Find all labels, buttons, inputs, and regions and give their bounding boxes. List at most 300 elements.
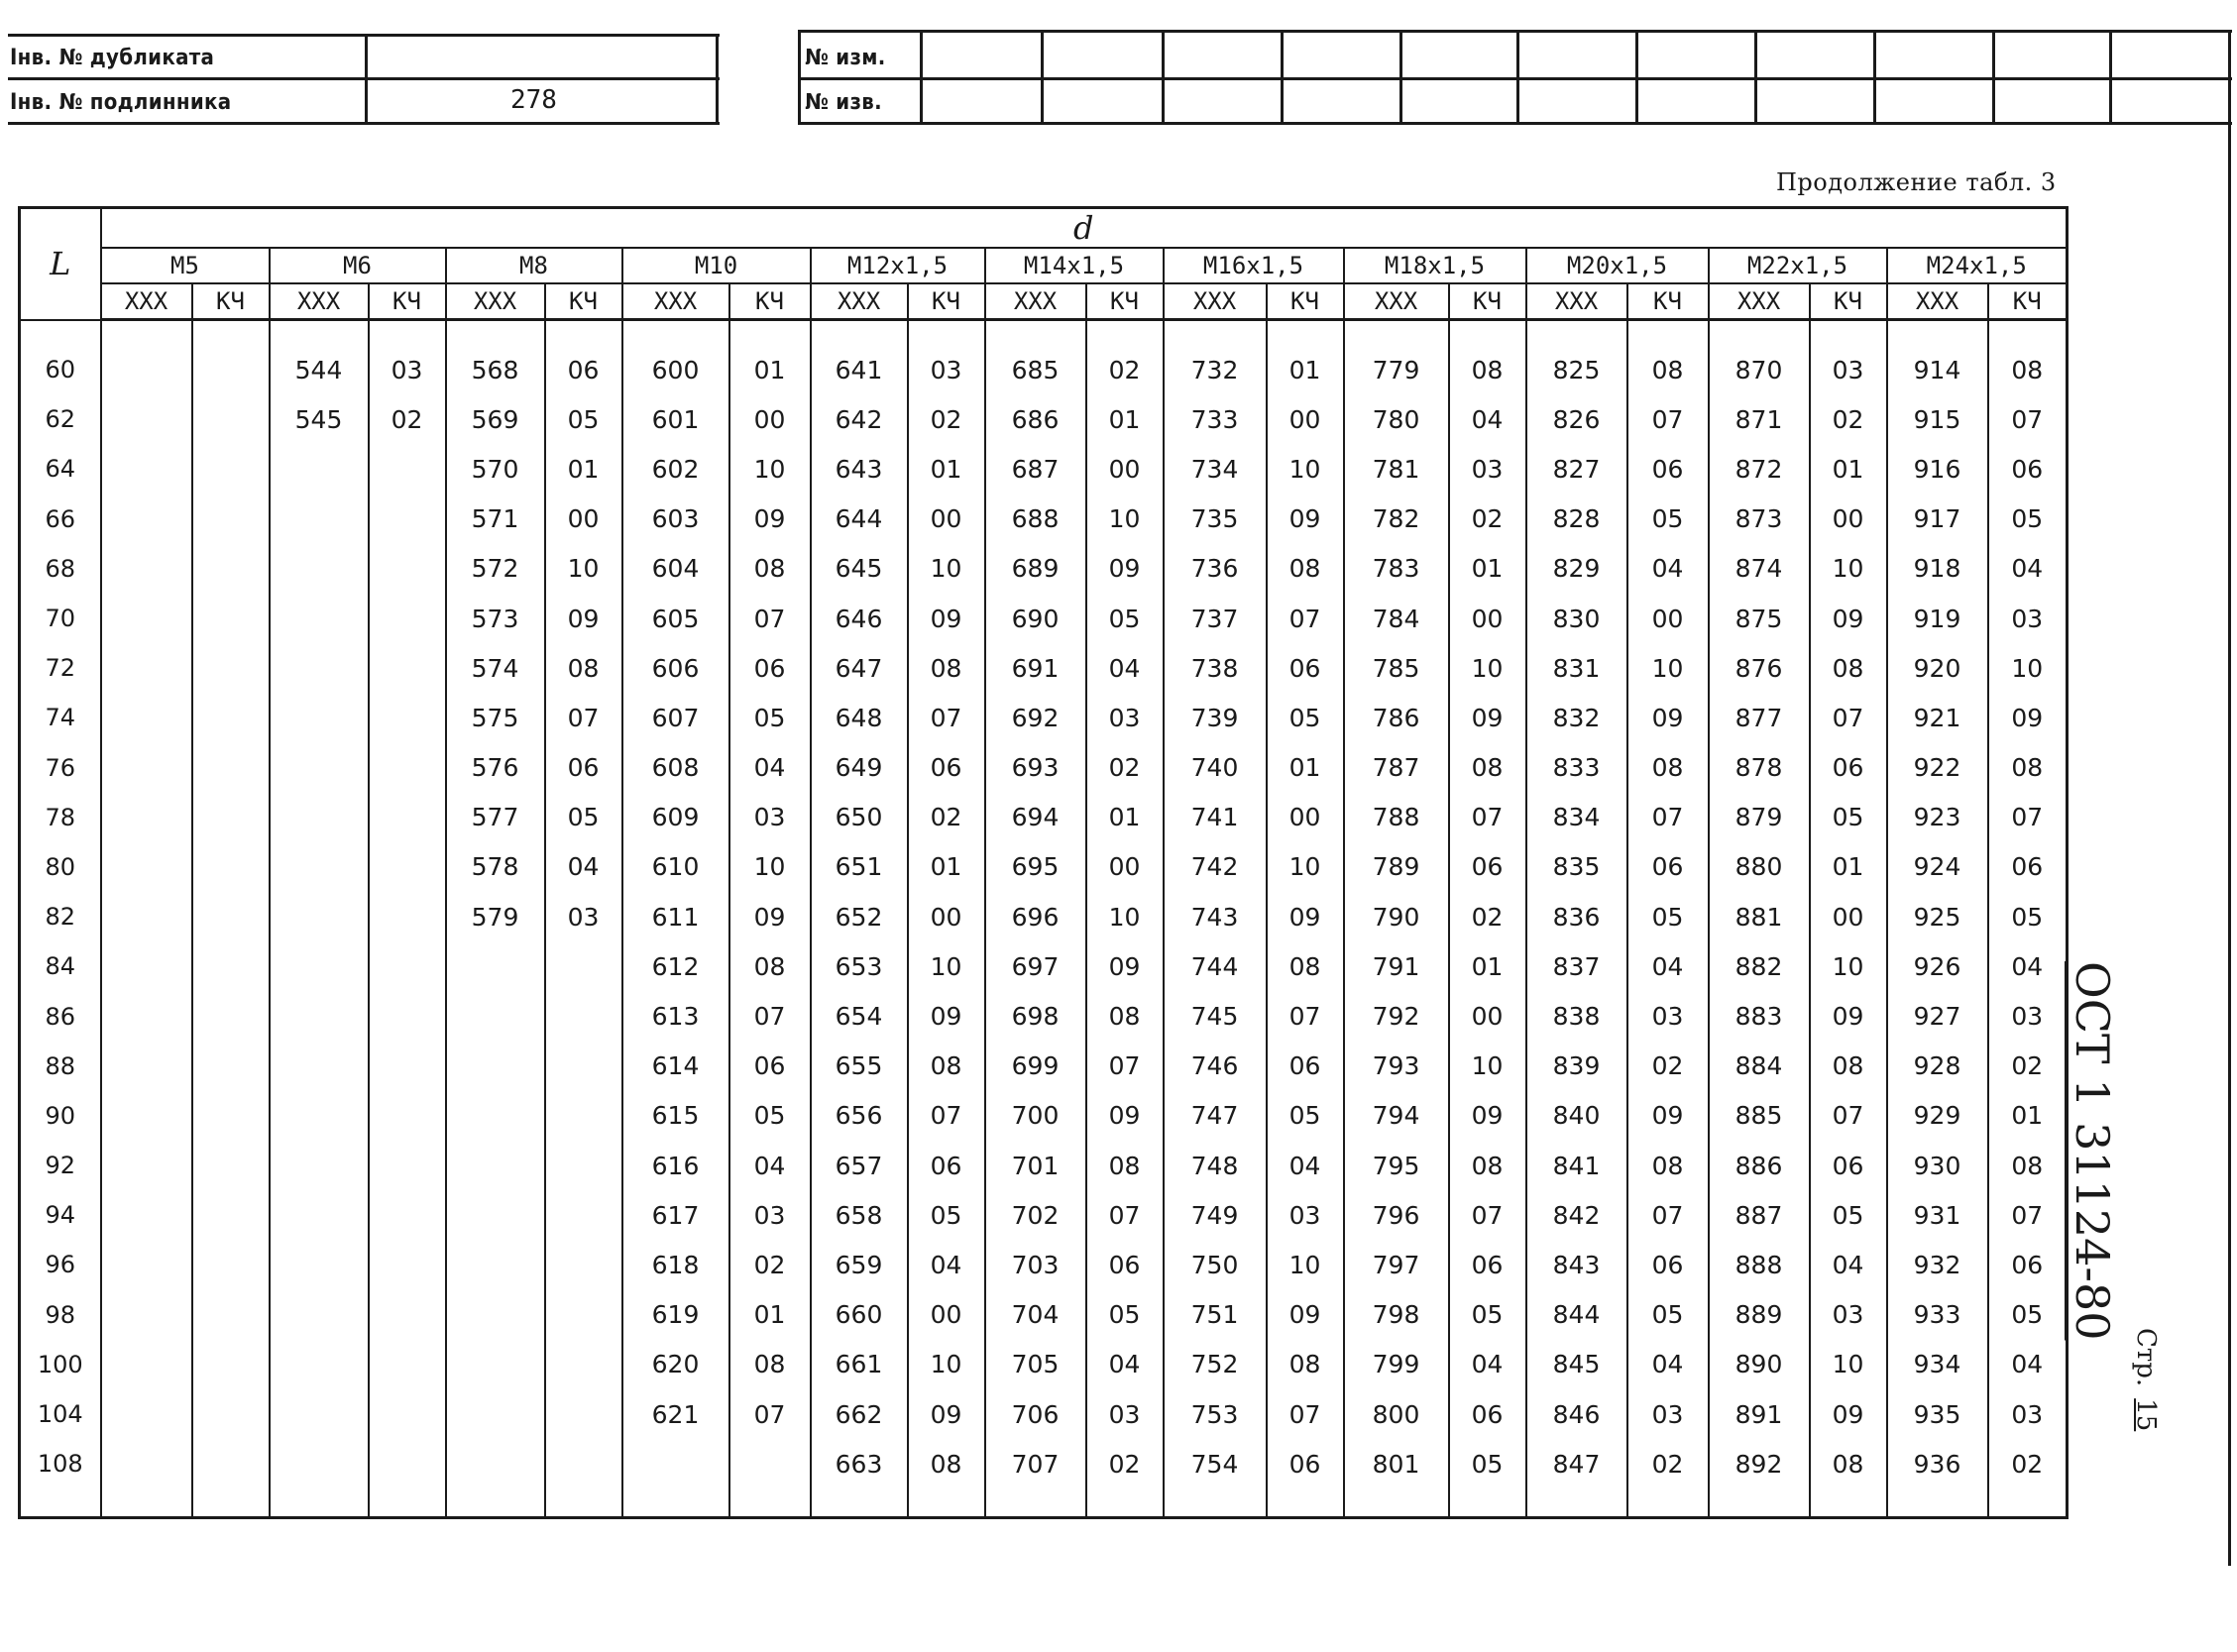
- xxx-cell: 579: [446, 892, 545, 941]
- table-row: [20, 1340, 2068, 1389]
- thread-size-header: М6: [270, 248, 446, 283]
- kch-cell: 00: [1267, 793, 1344, 842]
- xxx-cell: 932: [1887, 1240, 1988, 1289]
- xxx-cell: [270, 1389, 369, 1439]
- xxx-cell: [270, 1290, 369, 1340]
- kch-cell: 09: [729, 892, 811, 941]
- thread-size-header: М22х1,5: [1709, 248, 1887, 283]
- length-cell: 74: [20, 693, 101, 742]
- xxx-cell: 573: [446, 594, 545, 643]
- kch-cell: 10: [1267, 1240, 1344, 1289]
- xxx-cell: 706: [985, 1389, 1086, 1439]
- kch-cell: 05: [729, 693, 811, 742]
- spacer-cell: [1810, 1488, 1887, 1518]
- kch-cell: 06: [1267, 1439, 1344, 1488]
- xxx-cell: 750: [1164, 1240, 1267, 1289]
- xxx-cell: 741: [1164, 793, 1267, 842]
- document-code: ОСТ 1 31124-80: [2066, 961, 2119, 1341]
- xxx-cell: [446, 1190, 545, 1240]
- kch-cell: [192, 743, 270, 793]
- kch-cell: 05: [1627, 1290, 1709, 1340]
- kch-cell: 10: [908, 941, 985, 991]
- xxx-cell: [622, 1439, 729, 1488]
- kch-cell: 05: [545, 793, 622, 842]
- table-row: [20, 1042, 2068, 1091]
- xxx-cell: 658: [811, 1190, 908, 1240]
- kch-cell: 08: [1449, 1141, 1526, 1190]
- original-inventory-value: 278: [510, 85, 557, 115]
- xxx-cell: 842: [1526, 1190, 1627, 1240]
- spacer-cell: [1709, 1488, 1810, 1518]
- kch-cell: 02: [1449, 892, 1526, 941]
- spacer-cell: [1627, 1488, 1709, 1518]
- kch-cell: 07: [729, 1389, 811, 1439]
- kch-cell: 03: [908, 345, 985, 394]
- spacer-cell: [101, 320, 192, 346]
- xxx-cell: 871: [1709, 394, 1810, 444]
- kch-cell: 02: [1988, 1439, 2068, 1488]
- xxx-cell: 935: [1887, 1389, 1988, 1439]
- xxx-cell: 705: [985, 1340, 1086, 1389]
- xxx-subheader: XXX: [811, 283, 908, 320]
- kch-cell: 07: [1988, 793, 2068, 842]
- kch-cell: 10: [729, 842, 811, 892]
- xxx-cell: [446, 1340, 545, 1389]
- xxx-cell: 742: [1164, 842, 1267, 892]
- kch-cell: 05: [1449, 1290, 1526, 1340]
- xxx-cell: [101, 693, 192, 742]
- kch-cell: 07: [729, 594, 811, 643]
- xxx-cell: [270, 842, 369, 892]
- kch-cell: 03: [1086, 1389, 1164, 1439]
- spacer-cell: [545, 1488, 622, 1518]
- kch-cell: 04: [1810, 1240, 1887, 1289]
- kch-subheader: КЧ: [1086, 283, 1164, 320]
- kch-cell: 10: [1810, 1340, 1887, 1389]
- length-cell: 76: [20, 743, 101, 793]
- kch-cell: 07: [908, 1091, 985, 1141]
- xxx-cell: 889: [1709, 1290, 1810, 1340]
- kch-cell: 04: [1086, 1340, 1164, 1389]
- kch-subheader: КЧ: [1267, 283, 1344, 320]
- table-row: [20, 643, 2068, 693]
- spacer-cell: [1988, 1488, 2068, 1518]
- xxx-cell: 933: [1887, 1290, 1988, 1340]
- xxx-cell: [270, 1439, 369, 1488]
- table-row: [20, 1091, 2068, 1141]
- xxx-cell: [101, 594, 192, 643]
- kch-cell: 01: [1988, 1091, 2068, 1141]
- xxx-cell: 688: [985, 495, 1086, 544]
- xxx-cell: 648: [811, 693, 908, 742]
- xxx-cell: [446, 1042, 545, 1091]
- spacer-cell: [1267, 1488, 1344, 1518]
- kch-cell: 06: [1627, 444, 1709, 494]
- kch-cell: 04: [1267, 1141, 1344, 1190]
- kch-cell: 07: [1267, 1389, 1344, 1439]
- xxx-cell: [270, 793, 369, 842]
- xxx-cell: 832: [1526, 693, 1627, 742]
- page-label-group: [2131, 1328, 2161, 1431]
- kch-cell: [192, 842, 270, 892]
- kch-cell: 00: [1086, 444, 1164, 494]
- xxx-cell: [101, 991, 192, 1041]
- xxx-cell: 830: [1526, 594, 1627, 643]
- kch-cell: 06: [1449, 842, 1526, 892]
- xxx-subheader: XXX: [1526, 283, 1627, 320]
- xxx-cell: 875: [1709, 594, 1810, 643]
- kch-cell: [192, 444, 270, 494]
- kch-cell: 09: [1810, 991, 1887, 1041]
- kch-cell: 08: [1267, 544, 1344, 594]
- table-row: [20, 1141, 2068, 1190]
- kch-subheader: КЧ: [545, 283, 622, 320]
- xxx-cell: [446, 1439, 545, 1488]
- kch-cell: 02: [1627, 1042, 1709, 1091]
- thread-size-header: М14х1,5: [985, 248, 1164, 283]
- kch-cell: [369, 842, 446, 892]
- xxx-cell: 749: [1164, 1190, 1267, 1240]
- kch-cell: 04: [1988, 544, 2068, 594]
- xxx-cell: 886: [1709, 1141, 1810, 1190]
- xxx-cell: 578: [446, 842, 545, 892]
- kch-cell: 08: [729, 941, 811, 991]
- xxx-cell: 685: [985, 345, 1086, 394]
- kch-cell: 06: [1810, 1141, 1887, 1190]
- table-row: [20, 394, 2068, 444]
- xxx-cell: 787: [1344, 743, 1449, 793]
- kch-cell: [369, 941, 446, 991]
- xxx-cell: 934: [1887, 1340, 1988, 1389]
- xxx-cell: 737: [1164, 594, 1267, 643]
- kch-cell: 00: [1267, 394, 1344, 444]
- xxx-cell: [101, 1190, 192, 1240]
- kch-cell: 05: [1267, 1091, 1344, 1141]
- kch-cell: [369, 1439, 446, 1488]
- spacer-cell: [369, 320, 446, 346]
- spacer-cell: [1810, 320, 1887, 346]
- kch-cell: [192, 693, 270, 742]
- kch-cell: [369, 743, 446, 793]
- xxx-cell: 744: [1164, 941, 1267, 991]
- xxx-cell: [270, 892, 369, 941]
- stamp-line: [798, 77, 2232, 80]
- xxx-cell: [270, 743, 369, 793]
- kch-cell: 06: [729, 643, 811, 693]
- xxx-cell: [446, 1091, 545, 1141]
- xxx-cell: 661: [811, 1340, 908, 1389]
- spacer-cell: [1526, 320, 1627, 346]
- kch-cell: [192, 1439, 270, 1488]
- spacer-cell: [192, 320, 270, 346]
- kch-cell: 08: [1810, 1042, 1887, 1091]
- kch-cell: 01: [1449, 941, 1526, 991]
- kch-cell: 08: [1988, 345, 2068, 394]
- kch-cell: 02: [908, 394, 985, 444]
- kch-cell: 03: [1988, 991, 2068, 1041]
- xxx-cell: [446, 991, 545, 1041]
- xxx-cell: 569: [446, 394, 545, 444]
- xxx-cell: 825: [1526, 345, 1627, 394]
- length-cell: 62: [20, 394, 101, 444]
- xxx-cell: 782: [1344, 495, 1449, 544]
- kch-cell: 06: [545, 345, 622, 394]
- kch-cell: 00: [1627, 594, 1709, 643]
- xxx-cell: 616: [622, 1141, 729, 1190]
- xxx-cell: [101, 743, 192, 793]
- xxx-cell: 615: [622, 1091, 729, 1141]
- kch-cell: 06: [1267, 643, 1344, 693]
- kch-cell: 00: [729, 394, 811, 444]
- kch-cell: 00: [1810, 892, 1887, 941]
- xxx-cell: 872: [1709, 444, 1810, 494]
- xxx-cell: 736: [1164, 544, 1267, 594]
- kch-cell: [545, 1340, 622, 1389]
- kch-cell: 06: [1267, 1042, 1344, 1091]
- kch-cell: 08: [1627, 345, 1709, 394]
- kch-subheader: КЧ: [908, 283, 985, 320]
- xxx-cell: 888: [1709, 1240, 1810, 1289]
- l-column-header: L: [20, 208, 101, 320]
- xxx-cell: 890: [1709, 1340, 1810, 1389]
- table-row: [20, 842, 2068, 892]
- kch-cell: 02: [1449, 495, 1526, 544]
- xxx-cell: [101, 345, 192, 394]
- kch-cell: 10: [545, 544, 622, 594]
- kch-cell: 07: [1449, 793, 1526, 842]
- xxx-cell: [101, 892, 192, 941]
- kch-cell: 04: [1449, 1340, 1526, 1389]
- kch-cell: 03: [369, 345, 446, 394]
- xxx-cell: 754: [1164, 1439, 1267, 1488]
- xxx-cell: 923: [1887, 793, 1988, 842]
- xxx-cell: 740: [1164, 743, 1267, 793]
- xxx-cell: 917: [1887, 495, 1988, 544]
- length-cell: 90: [20, 1091, 101, 1141]
- kch-cell: [545, 1389, 622, 1439]
- xxx-cell: 745: [1164, 991, 1267, 1041]
- kch-cell: [369, 1340, 446, 1389]
- stamp-line: [1162, 30, 1165, 125]
- xxx-cell: [101, 842, 192, 892]
- xxx-cell: 602: [622, 444, 729, 494]
- kch-cell: 09: [1086, 544, 1164, 594]
- xxx-cell: 799: [1344, 1340, 1449, 1389]
- kch-cell: 01: [1267, 743, 1344, 793]
- xxx-cell: 844: [1526, 1290, 1627, 1340]
- xxx-cell: 928: [1887, 1042, 1988, 1091]
- xxx-cell: 746: [1164, 1042, 1267, 1091]
- bolt-designation-table: [18, 206, 2069, 1519]
- xxx-cell: 843: [1526, 1240, 1627, 1289]
- kch-subheader: КЧ: [369, 283, 446, 320]
- xxx-cell: 929: [1887, 1091, 1988, 1141]
- table-row: [20, 594, 2068, 643]
- xxx-cell: 707: [985, 1439, 1086, 1488]
- kch-cell: 03: [729, 1190, 811, 1240]
- kch-cell: 08: [1086, 991, 1164, 1041]
- kch-cell: 05: [1086, 1290, 1164, 1340]
- xxx-cell: 733: [1164, 394, 1267, 444]
- kch-cell: [545, 1091, 622, 1141]
- xxx-cell: 839: [1526, 1042, 1627, 1091]
- kch-cell: [369, 1042, 446, 1091]
- spacer-cell: [20, 320, 101, 346]
- kch-cell: 08: [729, 1340, 811, 1389]
- kch-cell: 02: [1627, 1439, 1709, 1488]
- xxx-subheader: XXX: [1887, 283, 1988, 320]
- kch-cell: 09: [1449, 1091, 1526, 1141]
- spacer-cell: [369, 1488, 446, 1518]
- kch-cell: 10: [908, 544, 985, 594]
- kch-cell: 01: [729, 345, 811, 394]
- kch-cell: 07: [1267, 991, 1344, 1041]
- length-cell: 92: [20, 1141, 101, 1190]
- xxx-cell: 921: [1887, 693, 1988, 742]
- xxx-cell: 701: [985, 1141, 1086, 1190]
- xxx-cell: 690: [985, 594, 1086, 643]
- xxx-cell: 920: [1887, 643, 1988, 693]
- length-cell: 96: [20, 1240, 101, 1289]
- kch-subheader: КЧ: [1449, 283, 1526, 320]
- spacer-cell: [729, 1488, 811, 1518]
- stamp-line: [798, 30, 2232, 33]
- xxx-cell: 575: [446, 693, 545, 742]
- xxx-cell: 601: [622, 394, 729, 444]
- table-row: [20, 941, 2068, 991]
- kch-cell: [192, 1042, 270, 1091]
- xxx-cell: 618: [622, 1240, 729, 1289]
- kch-cell: 00: [1086, 842, 1164, 892]
- kch-cell: 08: [1267, 941, 1344, 991]
- spacer-cell: [811, 320, 908, 346]
- xxx-cell: [101, 544, 192, 594]
- kch-cell: 06: [1988, 444, 2068, 494]
- kch-cell: 04: [908, 1240, 985, 1289]
- xxx-cell: 753: [1164, 1389, 1267, 1439]
- xxx-cell: 577: [446, 793, 545, 842]
- xxx-cell: [101, 394, 192, 444]
- spacer-cell: [908, 320, 985, 346]
- kch-cell: 07: [1449, 1190, 1526, 1240]
- xxx-cell: 795: [1344, 1141, 1449, 1190]
- kch-cell: [369, 1190, 446, 1240]
- kch-cell: [369, 1290, 446, 1340]
- xxx-cell: 603: [622, 495, 729, 544]
- kch-cell: 08: [1449, 743, 1526, 793]
- kch-cell: 03: [545, 892, 622, 941]
- length-cell: 64: [20, 444, 101, 494]
- xxx-cell: 798: [1344, 1290, 1449, 1340]
- spacer-cell: [811, 1488, 908, 1518]
- xxx-cell: 828: [1526, 495, 1627, 544]
- kch-cell: 08: [1086, 1141, 1164, 1190]
- length-cell: 86: [20, 991, 101, 1041]
- xxx-cell: 801: [1344, 1439, 1449, 1488]
- xxx-subheader: XXX: [101, 283, 192, 320]
- kch-cell: [192, 1240, 270, 1289]
- kch-cell: 08: [1988, 1141, 2068, 1190]
- xxx-cell: 748: [1164, 1141, 1267, 1190]
- kch-cell: [369, 793, 446, 842]
- xxx-cell: 833: [1526, 743, 1627, 793]
- kch-subheader: КЧ: [1810, 283, 1887, 320]
- xxx-cell: 691: [985, 643, 1086, 693]
- xxx-cell: 780: [1344, 394, 1449, 444]
- kch-cell: 05: [1086, 594, 1164, 643]
- kch-cell: 02: [908, 793, 985, 842]
- kch-subheader: КЧ: [1627, 283, 1709, 320]
- kch-cell: 00: [908, 1290, 985, 1340]
- xxx-cell: 826: [1526, 394, 1627, 444]
- xxx-cell: 574: [446, 643, 545, 693]
- table-row: [20, 991, 2068, 1041]
- spacer-cell: [1267, 320, 1344, 346]
- xxx-cell: 927: [1887, 991, 1988, 1041]
- xxx-cell: 831: [1526, 643, 1627, 693]
- kch-cell: 07: [1627, 1190, 1709, 1240]
- stamp-line: [716, 34, 719, 125]
- kch-cell: 10: [1267, 444, 1344, 494]
- xxx-cell: 882: [1709, 941, 1810, 991]
- length-cell: 60: [20, 345, 101, 394]
- kch-cell: 06: [1086, 1240, 1164, 1289]
- kch-cell: 10: [729, 444, 811, 494]
- kch-cell: [192, 643, 270, 693]
- length-cell: 70: [20, 594, 101, 643]
- kch-cell: 08: [1810, 643, 1887, 693]
- xxx-cell: 784: [1344, 594, 1449, 643]
- kch-cell: [192, 1389, 270, 1439]
- table-row: [20, 444, 2068, 494]
- xxx-cell: 609: [622, 793, 729, 842]
- xxx-cell: 796: [1344, 1190, 1449, 1240]
- xxx-cell: [101, 643, 192, 693]
- xxx-cell: 918: [1887, 544, 1988, 594]
- kch-cell: 02: [1988, 1042, 2068, 1091]
- table-row: [20, 345, 2068, 394]
- kch-subheader: КЧ: [729, 283, 811, 320]
- xxx-subheader: XXX: [1344, 283, 1449, 320]
- xxx-cell: 922: [1887, 743, 1988, 793]
- kch-cell: 03: [729, 793, 811, 842]
- xxx-subheader: XXX: [446, 283, 545, 320]
- xxx-cell: 604: [622, 544, 729, 594]
- xxx-cell: 877: [1709, 693, 1810, 742]
- table-row: [20, 1240, 2068, 1289]
- xxx-cell: 884: [1709, 1042, 1810, 1091]
- length-cell: 98: [20, 1290, 101, 1340]
- xxx-cell: 876: [1709, 643, 1810, 693]
- kch-cell: 01: [1449, 544, 1526, 594]
- stamp-line: [920, 30, 923, 125]
- kch-cell: [192, 991, 270, 1041]
- kch-subheader: КЧ: [192, 283, 270, 320]
- kch-cell: 09: [1267, 892, 1344, 941]
- xxx-cell: 838: [1526, 991, 1627, 1041]
- xxx-cell: 702: [985, 1190, 1086, 1240]
- page-number: 15: [2131, 1398, 2161, 1432]
- xxx-cell: 793: [1344, 1042, 1449, 1091]
- kch-cell: 07: [908, 693, 985, 742]
- xxx-cell: 545: [270, 394, 369, 444]
- xxx-cell: 572: [446, 544, 545, 594]
- spacer-cell: [1887, 1488, 1988, 1518]
- thread-size-header: М16х1,5: [1164, 248, 1344, 283]
- xxx-cell: 659: [811, 1240, 908, 1289]
- xxx-cell: 752: [1164, 1340, 1267, 1389]
- xxx-cell: 693: [985, 743, 1086, 793]
